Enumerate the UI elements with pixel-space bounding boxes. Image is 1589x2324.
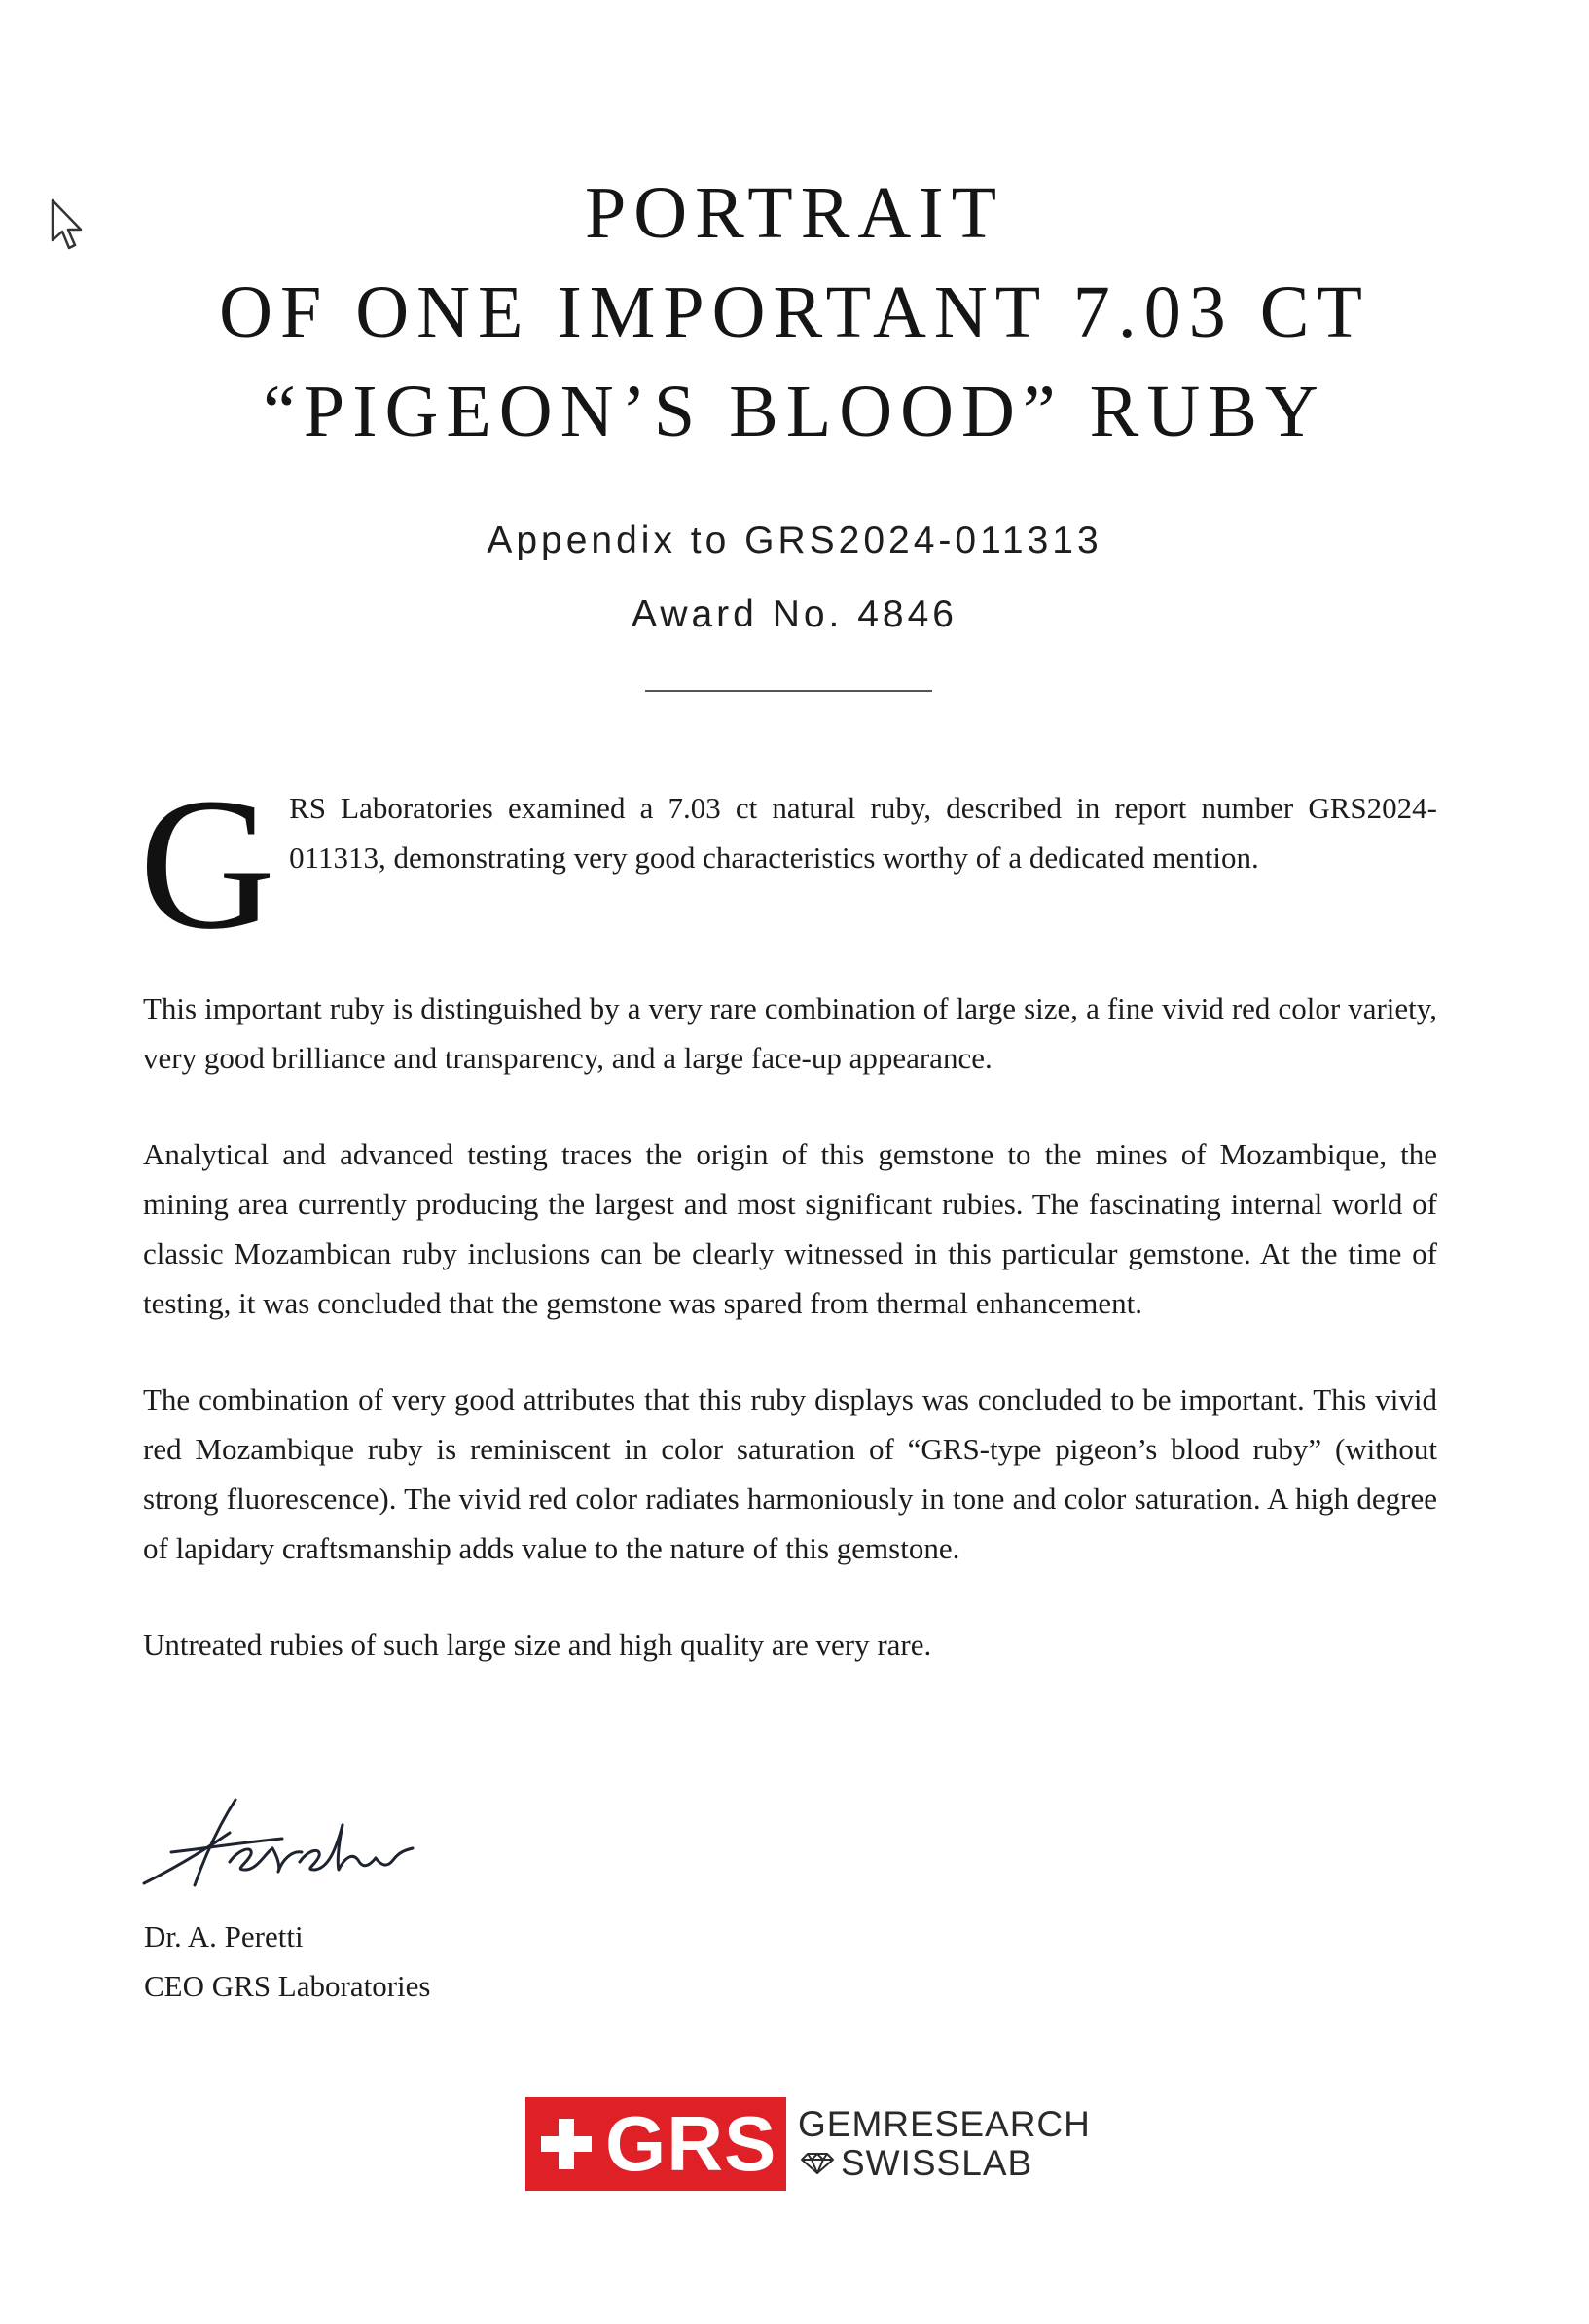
logo-line-2-row: [798, 2144, 1091, 2183]
subtitle-block: [0, 504, 1589, 652]
title-divider: [645, 690, 932, 692]
logo-line-1: GEMRESEARCH: [798, 2104, 1091, 2144]
handwritten-signature: [136, 1790, 418, 1897]
document-title: [0, 163, 1589, 461]
award-number: Award No. 4846: [632, 593, 957, 635]
logo-brand: GRS: [605, 2100, 777, 2187]
paragraph-distinction: This important ruby is distinguished by a very rare combination of large size, a fine vivid red color variety, very good brilliance and transparency, and a large face-up appearance.: [143, 991, 1437, 1075]
appendix-reference: Appendix to GRS2024-011313: [487, 519, 1102, 561]
signer-name: Dr. A. Peretti: [144, 1919, 304, 1953]
diamond-icon: [798, 2152, 837, 2175]
title-line-1: PORTRAIT: [584, 172, 1004, 254]
grs-logo: [525, 2097, 1091, 2191]
title-line-2: OF ONE IMPORTANT 7.03 CT: [219, 271, 1370, 353]
title-line-3: “PIGEON’S BLOOD” RUBY: [263, 371, 1326, 452]
drop-cap: G: [139, 759, 276, 968]
swiss-cross-icon: [537, 2115, 596, 2173]
paragraph-origin: Analytical and advanced testing traces the origin of this gemstone to the mines of Mozambique, the mining area currently producing the largest and most significant rubies. The fascinating internal world of classic Mozambican ruby inclusions can be clearly witnessed in this particular gemstone. At the time of testing, it was concluded that the gemstone was spared from thermal enhancement.: [143, 1137, 1437, 1320]
logo-wordmark: [798, 2105, 1091, 2183]
signer-role: CEO GRS Laboratories: [144, 1969, 431, 2003]
paragraph-conclusion: Untreated rubies of such large size and high quality are very rare.: [143, 1627, 932, 1662]
paragraph-intro-text: RS Laboratories examined a 7.03 ct natural ruby, described in report number GRS2024-011313, demonstrating very good characteristics worthy of a dedicated mention.: [289, 791, 1437, 875]
logo-red-box: [525, 2097, 786, 2191]
signer-block: [144, 1912, 430, 2011]
certificate-body: [139, 759, 1437, 1716]
logo-line-2: SWISSLAB: [841, 2143, 1033, 2183]
paragraph-attributes: The combination of very good attributes that this ruby displays was concluded to be important. This vivid red Mozambique ruby is reminiscent in color saturation of “GRS-type pigeon’s blood ruby” (without strong fluorescence). The vivid red color radiates harmoniously in tone and color saturation. A high degree of lapidary craftsmanship adds value to the nature of this gemstone.: [143, 1382, 1437, 1565]
paragraph-intro: [139, 759, 1437, 968]
